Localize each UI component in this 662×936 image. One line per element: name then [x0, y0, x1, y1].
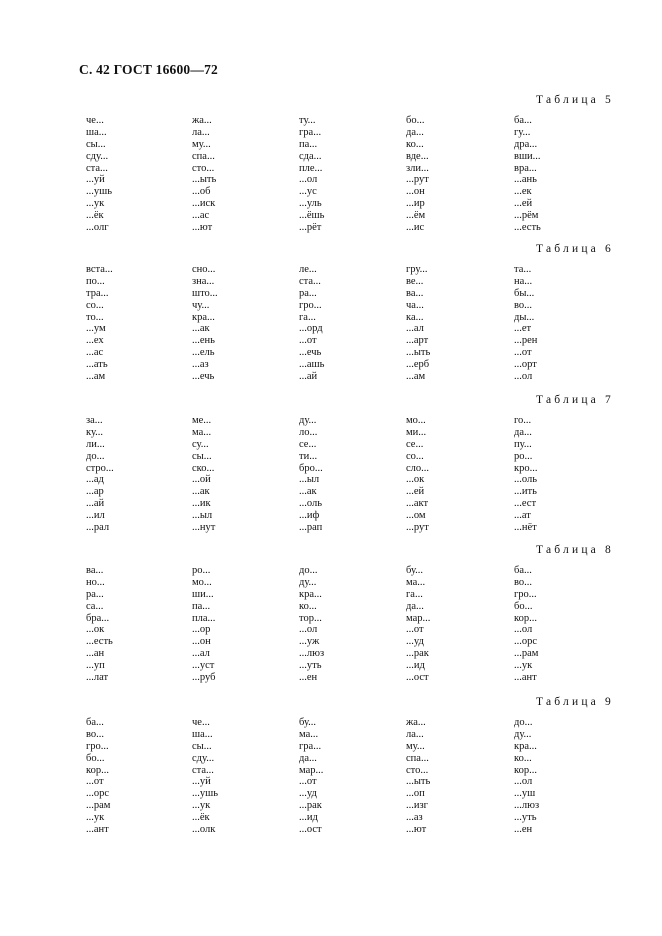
table-column	[192, 565, 292, 684]
word-cell: ...ёк	[192, 812, 210, 824]
word-cell: ...ил	[86, 510, 105, 522]
word-cell: сду...	[192, 752, 215, 764]
word-cell: ...акт	[406, 498, 429, 510]
word-cell: жа...	[406, 717, 426, 728]
word-cell: ...уй	[86, 174, 105, 186]
word-cell: ...ис	[406, 222, 425, 234]
word-cell: ...ум	[86, 323, 106, 335]
word-cell: ва...	[406, 287, 424, 299]
word-cell: ...ен	[299, 672, 318, 684]
table-title: Таблица 6	[536, 243, 614, 255]
table-column	[514, 415, 614, 534]
word-cell: зли...	[406, 162, 429, 174]
word-cell: ста...	[86, 162, 108, 174]
table-column	[514, 115, 614, 234]
word-cell: пла...	[192, 612, 216, 624]
word-cell: ...от	[299, 776, 317, 788]
word-cell: до...	[299, 565, 318, 576]
word-cell: што...	[192, 287, 218, 299]
word-cell: ма...	[406, 576, 426, 588]
word-cell: сы...	[192, 450, 212, 462]
word-cell: сто...	[406, 764, 429, 776]
word-cell: мар...	[299, 764, 324, 776]
word-cell: ...оль	[299, 498, 323, 510]
word-cell: ...ет	[514, 323, 532, 335]
table-column	[514, 717, 614, 836]
word-cell: ...уж	[299, 636, 320, 648]
word-cell: вде...	[406, 150, 429, 162]
word-cell: бу...	[406, 565, 424, 576]
word-cell: ...ерб	[406, 359, 430, 371]
word-cell: су...	[192, 438, 209, 450]
word-cell: ша...	[192, 728, 213, 740]
word-cell: ...уд	[406, 636, 424, 648]
table-title: Таблица 9	[536, 696, 614, 708]
table-column	[86, 565, 186, 684]
word-cell: ...рал	[86, 522, 110, 534]
word-cell: ло...	[299, 426, 318, 438]
word-cell: ...люз	[299, 648, 325, 660]
word-cell: тор...	[299, 612, 322, 624]
word-cell: ...ир	[406, 198, 425, 210]
word-cell: ...аз	[406, 812, 423, 824]
word-cell: ...от	[86, 776, 104, 788]
word-cell: да...	[406, 600, 424, 612]
word-cell: сы...	[86, 138, 106, 150]
word-cell: го...	[514, 415, 532, 426]
word-cell: кра...	[514, 740, 537, 752]
word-cell: гу...	[514, 126, 531, 138]
table-column	[406, 115, 506, 234]
table-column	[406, 415, 506, 534]
word-cell: ...арт	[406, 335, 429, 347]
word-cell: сно...	[192, 264, 216, 275]
word-cell: ...ей	[514, 198, 533, 210]
word-cell: мо...	[406, 415, 426, 426]
word-cell: ...ол	[514, 776, 533, 788]
word-cell: кро...	[514, 462, 538, 474]
word-cell: ...от	[514, 347, 532, 359]
word-cell: ...рём	[514, 210, 539, 222]
word-cell: ...он	[406, 186, 425, 198]
word-cell: кра...	[192, 311, 215, 323]
word-cell: ...ак	[192, 323, 210, 335]
word-cell: ...рут	[406, 174, 429, 186]
word-cell: ...ук	[514, 660, 533, 672]
word-cell: ду...	[299, 576, 317, 588]
word-cell: гро...	[299, 299, 322, 311]
word-cell: пу...	[514, 438, 532, 450]
word-cell: ...ас	[192, 210, 210, 222]
word-cell: гро...	[86, 740, 109, 752]
word-cell: ...ол	[299, 174, 318, 186]
word-cell: ве...	[406, 275, 424, 287]
word-cell: ...об	[192, 186, 211, 198]
word-cell: ...ак	[299, 486, 317, 498]
word-cell: ...уп	[86, 660, 105, 672]
word-cell: та...	[514, 264, 532, 275]
word-cell: во...	[514, 299, 533, 311]
word-cell: бо...	[406, 115, 425, 126]
table-column	[299, 717, 399, 836]
word-cell: ...ань	[514, 174, 537, 186]
word-cell: сто...	[192, 162, 215, 174]
table-column	[299, 565, 399, 684]
word-cell: ...ен	[514, 824, 533, 836]
word-cell: во...	[86, 728, 105, 740]
word-cell: ...ак	[192, 486, 210, 498]
word-cell: ...ид	[406, 660, 425, 672]
word-cell: бо...	[514, 600, 533, 612]
word-cell: спа...	[406, 752, 429, 764]
word-cell: ...ам	[86, 371, 106, 383]
word-cell: ...орс	[514, 636, 538, 648]
word-cell: му...	[406, 740, 425, 752]
table-column	[406, 565, 506, 684]
word-cell: ...ёк	[86, 210, 104, 222]
word-cell: ...ар	[86, 486, 104, 498]
word-cell: вра...	[514, 162, 537, 174]
word-cell: ба...	[514, 565, 532, 576]
word-cell: гра...	[299, 740, 322, 752]
table-column	[192, 115, 292, 234]
word-cell: ...лат	[86, 672, 109, 684]
table-column	[299, 264, 399, 383]
word-cell: ...ост	[299, 824, 322, 836]
word-cell: ту...	[299, 115, 316, 126]
word-cell: ти...	[299, 450, 318, 462]
word-cell: ...нёт	[514, 522, 537, 534]
word-cell: ва...	[86, 565, 104, 576]
word-cell: ...оль	[514, 474, 538, 486]
word-cell: му...	[192, 138, 211, 150]
word-cell: ...ех	[86, 335, 104, 347]
word-cell: ...ень	[192, 335, 215, 347]
word-cell: сло...	[406, 462, 430, 474]
word-cell: ...ол	[299, 624, 318, 636]
word-cell: ли...	[86, 438, 105, 450]
word-cell: ...рёт	[299, 222, 322, 234]
word-cell: зна...	[192, 275, 215, 287]
word-cell: ...ек	[514, 186, 532, 198]
word-cell: ...ай	[299, 371, 318, 383]
table-column	[192, 264, 292, 383]
word-cell: ко...	[514, 752, 532, 764]
word-cell: до...	[514, 717, 533, 728]
word-cell: да...	[406, 126, 424, 138]
word-cell: ...ить	[514, 486, 537, 498]
word-cell: ...ушь	[192, 788, 218, 800]
word-cell: ...руб	[192, 672, 216, 684]
table-title: Таблица 5	[536, 94, 614, 106]
word-cell: бра...	[86, 612, 110, 624]
page-header: С. 42 ГОСТ 16600—72	[79, 62, 218, 77]
word-cell: ...олк	[192, 824, 216, 836]
word-cell: ...ал	[406, 323, 424, 335]
word-cell: ...нут	[192, 522, 216, 534]
word-cell: ...рак	[299, 800, 322, 812]
table-column	[299, 415, 399, 534]
word-cell: кра...	[299, 588, 322, 600]
word-cell: ...уть	[299, 660, 322, 672]
word-cell: да...	[514, 426, 532, 438]
word-cell: га...	[299, 311, 316, 323]
word-cell: ...ат	[514, 510, 531, 522]
table-column	[86, 264, 186, 383]
word-cell: ...иск	[192, 198, 216, 210]
word-cell: ...ой	[192, 474, 211, 486]
word-cell: ...уй	[192, 776, 211, 788]
word-cell: ...ушь	[86, 186, 112, 198]
word-cell: ко...	[406, 138, 424, 150]
word-cell: чу...	[192, 299, 210, 311]
table-column	[192, 717, 292, 836]
word-cell: ла...	[192, 126, 210, 138]
word-cell: ...ок	[406, 474, 425, 486]
word-cell: ...он	[192, 636, 211, 648]
word-cell: ...уст	[192, 660, 215, 672]
word-cell: ста...	[192, 764, 214, 776]
word-cell: ба...	[514, 115, 532, 126]
word-cell: ...ём	[406, 210, 426, 222]
word-cell: пле...	[299, 162, 323, 174]
word-cell: ...ант	[514, 672, 537, 684]
word-cell: гра...	[299, 126, 322, 138]
word-cell: да...	[299, 752, 317, 764]
word-cell: ...орд	[299, 323, 323, 335]
word-cell: ра...	[299, 287, 317, 299]
word-cell: бро...	[299, 462, 323, 474]
word-cell: ...ыть	[406, 776, 431, 788]
table-column	[406, 717, 506, 836]
word-cell: ку...	[86, 426, 104, 438]
word-cell: ...уть	[514, 812, 537, 824]
word-cell: ...ом	[406, 510, 426, 522]
word-cell: бы...	[514, 287, 535, 299]
word-cell: сду...	[86, 150, 109, 162]
word-cell: то...	[86, 311, 104, 323]
word-cell: ста...	[299, 275, 321, 287]
word-cell: ...ор	[192, 624, 211, 636]
word-cell: ...ан	[86, 648, 105, 660]
word-cell: ма...	[192, 426, 212, 438]
word-cell: ра...	[86, 588, 104, 600]
word-cell: тра...	[86, 287, 109, 299]
word-cell: ка...	[406, 311, 424, 323]
word-cell: ...иф	[299, 510, 320, 522]
word-cell: ...ус	[299, 186, 317, 198]
word-cell: са...	[86, 600, 104, 612]
word-cell: стро...	[86, 462, 114, 474]
word-cell: ...ост	[406, 672, 429, 684]
word-cell: но...	[86, 576, 105, 588]
word-cell: ...ол	[514, 371, 533, 383]
word-cell: со...	[406, 450, 424, 462]
word-cell: ...уд	[299, 788, 317, 800]
word-cell: ...ашь	[299, 359, 325, 371]
word-cell: ...рут	[406, 522, 429, 534]
word-cell: че...	[86, 115, 104, 126]
word-cell: ...аз	[192, 359, 209, 371]
word-cell: ...уш	[514, 788, 536, 800]
word-cell: ба...	[86, 717, 104, 728]
table-column	[192, 415, 292, 534]
word-cell: ...рак	[406, 648, 429, 660]
word-cell: спа...	[192, 150, 215, 162]
table-column	[299, 115, 399, 234]
word-cell: ко...	[299, 600, 317, 612]
word-cell: ду...	[299, 415, 317, 426]
word-cell: ...ать	[86, 359, 108, 371]
word-cell: жа...	[192, 115, 212, 126]
word-cell: во...	[514, 576, 533, 588]
word-cell: ...изг	[406, 800, 428, 812]
word-cell: ...ам	[406, 371, 426, 383]
word-cell: ...ук	[86, 198, 105, 210]
word-cell: мо...	[192, 576, 212, 588]
word-cell: на...	[514, 275, 533, 287]
word-cell: ...ок	[86, 624, 105, 636]
word-cell: кор...	[514, 764, 537, 776]
word-cell: ...ей	[406, 486, 425, 498]
word-cell: ...орт	[514, 359, 537, 371]
word-cell: ...уль	[299, 198, 322, 210]
word-cell: ...ют	[192, 222, 213, 234]
word-cell: га...	[406, 588, 423, 600]
word-cell: вши...	[514, 150, 541, 162]
word-cell: ...от	[299, 335, 317, 347]
word-cell: ме...	[192, 415, 212, 426]
word-cell: ...ыл	[192, 510, 213, 522]
word-cell: ды...	[514, 311, 535, 323]
word-cell: ...ест	[514, 498, 537, 510]
word-cell: ...есть	[86, 636, 113, 648]
word-cell: ша...	[86, 126, 107, 138]
word-cell: ...люз	[514, 800, 540, 812]
word-cell: кор...	[514, 612, 537, 624]
word-cell: ду...	[514, 728, 532, 740]
table-column	[514, 264, 614, 383]
word-cell: ско...	[192, 462, 215, 474]
word-cell: сда...	[299, 150, 322, 162]
word-cell: ...олг	[86, 222, 109, 234]
word-cell: ...ад	[86, 474, 104, 486]
word-cell: ...ель	[192, 347, 215, 359]
word-cell: ...ют	[406, 824, 427, 836]
word-cell: ...ыть	[192, 174, 217, 186]
word-cell: ...ик	[192, 498, 211, 510]
word-cell: ...оп	[406, 788, 425, 800]
word-cell: ча...	[406, 299, 424, 311]
word-cell: ро...	[514, 450, 533, 462]
word-cell: по...	[86, 275, 105, 287]
word-cell: до...	[86, 450, 105, 462]
word-cell: па...	[192, 600, 211, 612]
table-title: Таблица 8	[536, 544, 614, 556]
word-cell: ...орс	[86, 788, 110, 800]
word-cell: ле...	[299, 264, 317, 275]
word-cell: кор...	[86, 764, 109, 776]
word-cell: гро...	[514, 588, 537, 600]
word-cell: ...ыл	[299, 474, 320, 486]
word-cell: дра...	[514, 138, 538, 150]
word-cell: ...рен	[514, 335, 538, 347]
word-cell: гру...	[406, 264, 428, 275]
word-cell: ...рам	[86, 800, 111, 812]
word-cell: ма...	[299, 728, 319, 740]
word-cell: ...рап	[299, 522, 323, 534]
word-cell: ...ол	[514, 624, 533, 636]
word-cell: ...ук	[192, 800, 211, 812]
word-cell: ...ечь	[192, 371, 215, 383]
word-cell: ...ёшь	[299, 210, 325, 222]
word-cell: ...ечь	[299, 347, 322, 359]
table-column	[86, 415, 186, 534]
word-cell: бо...	[86, 752, 105, 764]
word-cell: ...ыть	[406, 347, 431, 359]
word-cell: ...рам	[514, 648, 539, 660]
word-cell: ми...	[406, 426, 427, 438]
word-cell: ла...	[406, 728, 424, 740]
word-cell: па...	[299, 138, 318, 150]
word-cell: ...ал	[192, 648, 210, 660]
word-cell: се...	[406, 438, 424, 450]
word-cell: со...	[86, 299, 104, 311]
word-cell: ...есть	[514, 222, 541, 234]
word-cell: бу...	[299, 717, 317, 728]
table-column	[86, 115, 186, 234]
word-cell: ...ай	[86, 498, 105, 510]
word-cell: сы...	[192, 740, 212, 752]
word-cell: мар...	[406, 612, 431, 624]
word-cell: ши...	[192, 588, 214, 600]
word-cell: ...ук	[86, 812, 105, 824]
table-column	[406, 264, 506, 383]
word-cell: за...	[86, 415, 103, 426]
word-cell: ...ас	[86, 347, 104, 359]
word-cell: се...	[299, 438, 317, 450]
word-cell: ...от	[406, 624, 424, 636]
word-cell: вста...	[86, 264, 113, 275]
word-cell: ...ид	[299, 812, 318, 824]
word-cell: че...	[192, 717, 210, 728]
word-cell: ро...	[192, 565, 211, 576]
table-title: Таблица 7	[536, 394, 614, 406]
word-cell: ...ант	[86, 824, 109, 836]
table-column	[514, 565, 614, 684]
table-column	[86, 717, 186, 836]
